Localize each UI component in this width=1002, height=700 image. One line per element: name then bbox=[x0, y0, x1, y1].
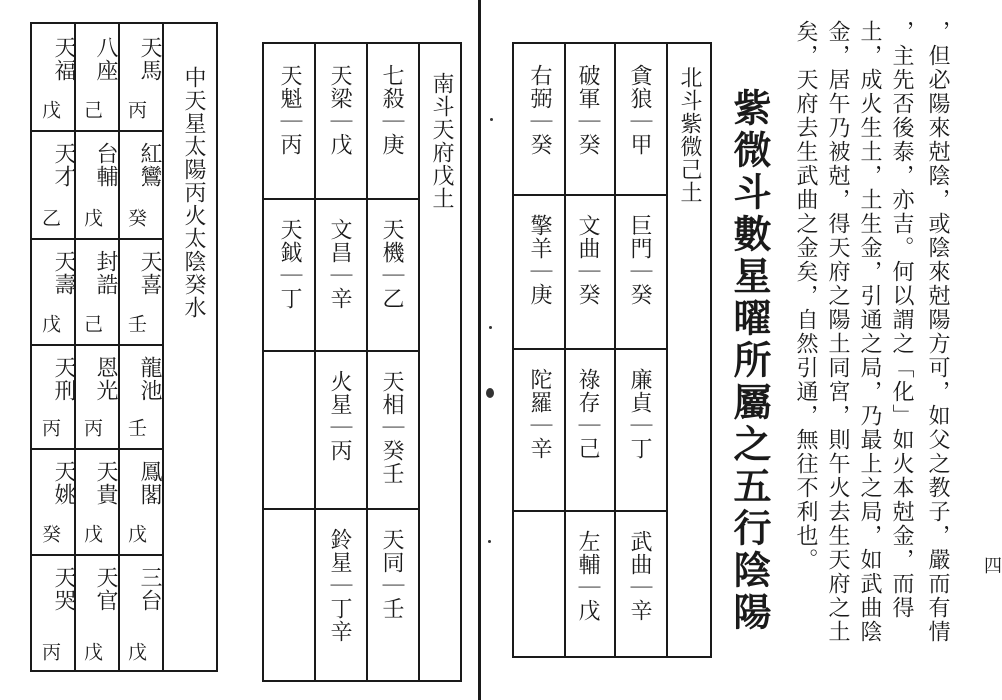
left-table-header: 中天星太陽丙火太陰癸水 bbox=[181, 66, 206, 319]
left-table-rule bbox=[32, 554, 162, 556]
speck-mark bbox=[489, 326, 492, 329]
element-stem: 戊 bbox=[125, 524, 147, 544]
element-stem: 戊 bbox=[125, 642, 147, 662]
speck-mark bbox=[490, 118, 493, 121]
star-name: 天才 bbox=[51, 142, 76, 188]
star-entry: 右弼｜癸 bbox=[527, 64, 552, 156]
star-name: 鳳閣 bbox=[137, 460, 162, 506]
star-entry: 陀羅｜辛 bbox=[527, 368, 552, 460]
star-entry: 文昌｜辛 bbox=[327, 218, 352, 310]
star-name: 八座 bbox=[93, 36, 118, 82]
star-entry: 擎羊｜庚 bbox=[527, 214, 552, 306]
body-text-column: 金，居午乃被尅，得天府之陽土同宮，則午火去生天府之土 bbox=[825, 20, 850, 644]
page-number: 四 bbox=[981, 556, 1002, 575]
star-entry: 武曲｜辛 bbox=[627, 530, 652, 622]
element-stem: 丙 bbox=[39, 418, 61, 438]
element-stem: 戊 bbox=[81, 208, 103, 228]
element-stem: 乙 bbox=[39, 208, 61, 228]
star-name: 天喜 bbox=[137, 250, 162, 296]
element-stem: 癸 bbox=[125, 208, 147, 228]
left-table-rule bbox=[32, 238, 162, 240]
speck-mark bbox=[488, 540, 491, 543]
star-entry: 天同｜壬 bbox=[379, 528, 404, 620]
star-name: 天壽 bbox=[51, 250, 76, 296]
middle-star-table bbox=[262, 42, 462, 682]
middle-table-rule bbox=[264, 350, 418, 352]
book-gutter bbox=[478, 0, 481, 700]
star-entry: 天魁｜丙 bbox=[277, 64, 302, 156]
element-stem: 壬 bbox=[125, 314, 147, 334]
element-stem: 己 bbox=[81, 100, 103, 120]
star-entry: 破軍｜癸 bbox=[575, 64, 600, 156]
right-star-table bbox=[512, 42, 712, 658]
star-entry: 天相｜癸壬 bbox=[379, 370, 404, 485]
right-table-rule bbox=[514, 194, 666, 196]
middle-table-rule bbox=[264, 198, 418, 200]
right-table-rule bbox=[514, 348, 666, 350]
element-stem: 己 bbox=[81, 314, 103, 334]
star-entry: 巨門｜癸 bbox=[627, 214, 652, 306]
binding-hole-mark bbox=[486, 388, 494, 398]
element-stem: 戊 bbox=[81, 524, 103, 544]
star-entry: 火星｜丙 bbox=[327, 370, 352, 462]
star-entry: 貪狼｜甲 bbox=[627, 64, 652, 156]
element-stem: 戊 bbox=[39, 100, 61, 120]
left-table-rule bbox=[32, 130, 162, 132]
star-entry: 天鉞｜丁 bbox=[277, 218, 302, 310]
body-text-column: 矣，天府去生武曲之金矣，自然引通，無往不利也。 bbox=[793, 20, 818, 572]
middle-table-header: 南斗天府戊土 bbox=[429, 72, 454, 210]
body-text-column: 土，成火生土，土生金，引通之局，乃最上之局，如武曲陰 bbox=[857, 20, 882, 644]
star-name: 三台 bbox=[137, 566, 162, 612]
star-entry: 文曲｜癸 bbox=[575, 214, 600, 306]
star-entry: 七殺｜庚 bbox=[379, 64, 404, 156]
star-entry: 天梁｜戊 bbox=[327, 64, 352, 156]
element-stem: 戊 bbox=[81, 642, 103, 662]
star-name: 天刑 bbox=[51, 356, 76, 402]
star-name: 恩光 bbox=[93, 356, 118, 402]
right-table-header: 北斗紫微己土 bbox=[677, 66, 702, 204]
middle-table-rule bbox=[264, 508, 418, 510]
star-entry: 鈴星｜丁辛 bbox=[327, 528, 352, 643]
left-star-table bbox=[30, 22, 218, 672]
body-text-column: ，但必陽來尅陰，或陰來尅陽方可，如父之教子，嚴而有情 bbox=[925, 20, 950, 644]
star-name: 台輔 bbox=[93, 142, 118, 188]
page-title: 紫微斗數星曜所屬之五行陰陽 bbox=[727, 88, 772, 634]
star-name: 天姚 bbox=[51, 460, 76, 506]
star-name: 天福 bbox=[51, 36, 76, 82]
right-table-rule bbox=[514, 510, 666, 512]
star-entry: 廉貞｜丁 bbox=[627, 368, 652, 460]
left-table-rule bbox=[32, 344, 162, 346]
star-name: 天貴 bbox=[93, 460, 118, 506]
star-name: 天哭 bbox=[51, 566, 76, 612]
element-stem: 丙 bbox=[81, 418, 103, 438]
body-text-column: ，主先否後泰，亦吉。何以謂之「化」如火本尅金，而得 bbox=[889, 20, 914, 620]
element-stem: 壬 bbox=[125, 418, 147, 438]
star-name: 天官 bbox=[93, 566, 118, 612]
star-entry: 祿存｜己 bbox=[575, 368, 600, 460]
element-stem: 丙 bbox=[125, 100, 147, 120]
star-entry: 左輔｜戊 bbox=[575, 530, 600, 622]
star-name: 紅鸞 bbox=[137, 142, 162, 188]
element-stem: 丙 bbox=[39, 642, 61, 662]
star-name: 天馬 bbox=[137, 36, 162, 82]
element-stem: 癸 bbox=[39, 524, 61, 544]
left-table-rule bbox=[32, 448, 162, 450]
star-entry: 天機｜乙 bbox=[379, 218, 404, 310]
element-stem: 戊 bbox=[39, 314, 61, 334]
star-name: 龍池 bbox=[137, 356, 162, 402]
star-name: 封誥 bbox=[93, 250, 118, 296]
